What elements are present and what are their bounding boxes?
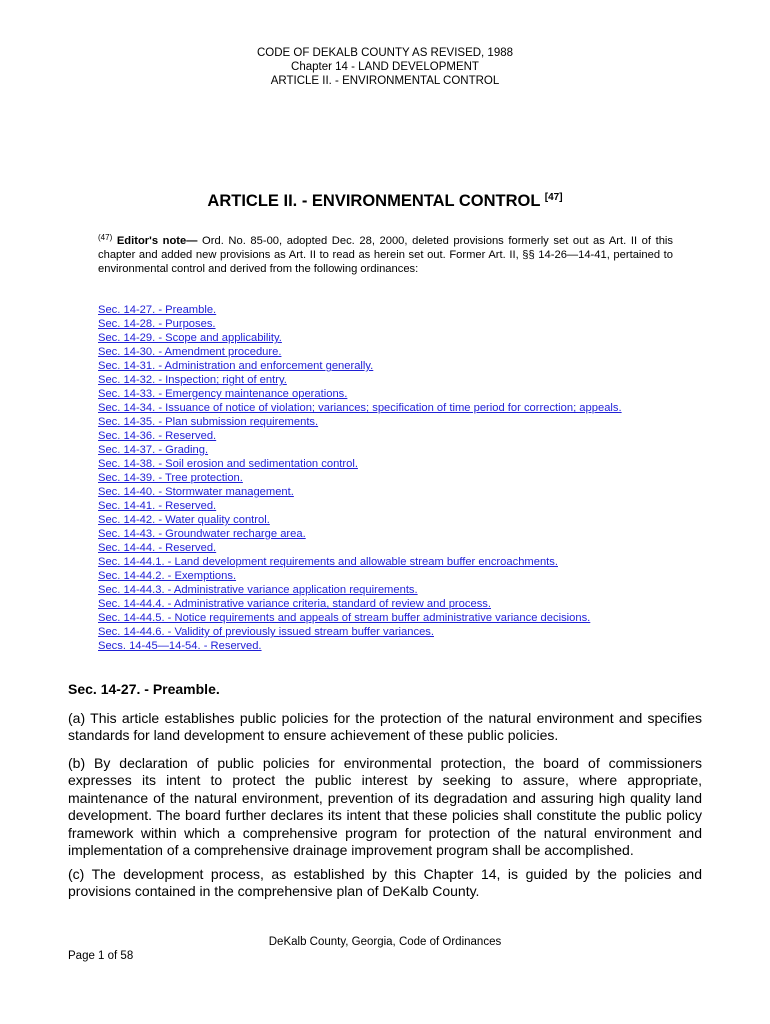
toc-link[interactable]: Sec. 14-44.4. - Administrative variance criteria, standard of review and process.	[98, 598, 491, 610]
section-heading: Sec. 14-27. - Preamble.	[68, 681, 220, 697]
toc-item	[98, 373, 698, 387]
header-article: ARTICLE II. - ENVIRONMENTAL CONTROL	[270, 75, 500, 87]
paragraph-b: (b) By declaration of public policies for environmental protection, the board of commissioners expresses its intent to protect the public interest by seeking to assure, where appropriate, maintenance of the natural environment, prevention of its degradation and assuring high quality land development. The board further declares its intent that these policies shall constitute the public policy framework within which a comprehensive program for protection of the natural environment and implementation of a comprehensive drainage improvement program shall be accomplished.	[68, 755, 702, 859]
toc-link[interactable]: Sec. 14-44. - Reserved.	[98, 542, 217, 554]
toc-link[interactable]: Sec. 14-41. - Reserved.	[98, 500, 217, 512]
toc-item	[98, 345, 698, 359]
toc-link[interactable]: Sec. 14-43. - Groundwater recharge area.	[98, 528, 306, 540]
toc-item	[98, 569, 698, 583]
toc-link[interactable]: Sec. 14-33. - Emergency maintenance operations.	[98, 388, 348, 400]
toc-link[interactable]: Sec. 14-37. - Grading.	[98, 444, 209, 456]
document-header	[0, 46, 770, 88]
toc-item	[98, 485, 698, 499]
toc-item	[98, 443, 698, 457]
toc-item	[98, 415, 698, 429]
header-chapter: Chapter 14 - LAND DEVELOPMENT	[291, 61, 479, 73]
toc-item	[98, 583, 698, 597]
toc-item	[98, 611, 698, 625]
editor-note-label: Editor's note—	[116, 235, 198, 247]
toc-item	[98, 457, 698, 471]
toc-link[interactable]: Sec. 14-28. - Purposes.	[98, 318, 216, 330]
toc-link[interactable]: Sec. 14-30. - Amendment procedure.	[98, 346, 282, 358]
toc-link[interactable]: Sec. 14-44.6. - Validity of previously issued stream buffer variances.	[98, 626, 434, 638]
toc-item	[98, 429, 698, 443]
toc-item	[98, 555, 698, 569]
footnote-marker: (47)	[98, 233, 113, 242]
toc-link[interactable]: Sec. 14-36. - Reserved.	[98, 430, 217, 442]
page-number: Page 1 of 58	[68, 950, 134, 962]
toc-link[interactable]: Secs. 14-45—14-54. - Reserved.	[98, 640, 262, 652]
toc-item	[98, 303, 698, 317]
editor-note	[98, 231, 673, 276]
paragraph-a: (a) This article establishes public policies for the protection of the natural environment and specifies standards for land development to ensure achievement of these public policies.	[68, 710, 702, 744]
toc-item	[98, 331, 698, 345]
toc-link[interactable]: Sec. 14-39. - Tree protection.	[98, 472, 243, 484]
footnote-reference[interactable]: [47]	[544, 192, 563, 203]
toc-link[interactable]: Sec. 14-44.1. - Land development requirements and allowable stream buffer encroachments.	[98, 556, 558, 568]
article-title-text: ARTICLE II. - ENVIRONMENTAL CONTROL	[207, 192, 541, 210]
toc-item	[98, 597, 698, 611]
toc-link[interactable]: Sec. 14-27. - Preamble.	[98, 304, 217, 316]
editor-note-text: Ord. No. 85-00, adopted Dec. 28, 2000, deleted provisions formerly set out as Art. II of this chapter and added new provisions as Art. II to read as herein set out. Former Art. II, §§ 14-26—14-41, pertained to environmental control and derived from the following ordinances:	[98, 235, 673, 275]
toc-link[interactable]: Sec. 14-32. - Inspection; right of entry.	[98, 374, 287, 386]
toc-item	[98, 471, 698, 485]
toc-item	[98, 359, 698, 373]
article-title	[0, 192, 770, 211]
toc-item	[98, 625, 698, 639]
toc-link[interactable]: Sec. 14-29. - Scope and applicability.	[98, 332, 282, 344]
toc-link[interactable]: Sec. 14-42. - Water quality control.	[98, 514, 270, 526]
header-code-title: CODE OF DEKALB COUNTY AS REVISED, 1988	[256, 47, 514, 59]
toc-link[interactable]: Sec. 14-31. - Administration and enforcement generally.	[98, 360, 374, 372]
toc-item	[98, 639, 698, 653]
toc-item	[98, 527, 698, 541]
toc-link[interactable]: Sec. 14-44.2. - Exemptions.	[98, 570, 237, 582]
toc-link[interactable]: Sec. 14-44.3. - Administrative variance application requirements.	[98, 584, 418, 596]
table-of-contents	[98, 303, 698, 653]
toc-item	[98, 513, 698, 527]
toc-link[interactable]: Sec. 14-34. - Issuance of notice of violation; variances; specification of time period for correction; appeals.	[98, 402, 622, 414]
toc-item	[98, 317, 698, 331]
toc-item	[98, 499, 698, 513]
toc-item	[98, 387, 698, 401]
paragraph-c: (c) The development process, as established by this Chapter 14, is guided by the policies and provisions contained in the comprehensive plan of DeKalb County.	[68, 866, 702, 900]
toc-link[interactable]: Sec. 14-35. - Plan submission requirements.	[98, 416, 319, 428]
toc-link[interactable]: Sec. 14-38. - Soil erosion and sedimentation control.	[98, 458, 358, 470]
toc-link[interactable]: Sec. 14-40. - Stormwater management.	[98, 486, 294, 498]
toc-item	[98, 401, 698, 415]
footer-source: DeKalb County, Georgia, Code of Ordinances	[268, 936, 502, 948]
toc-item	[98, 541, 698, 555]
toc-link[interactable]: Sec. 14-44.5. - Notice requirements and appeals of stream buffer administrative variance decisions.	[98, 612, 591, 624]
